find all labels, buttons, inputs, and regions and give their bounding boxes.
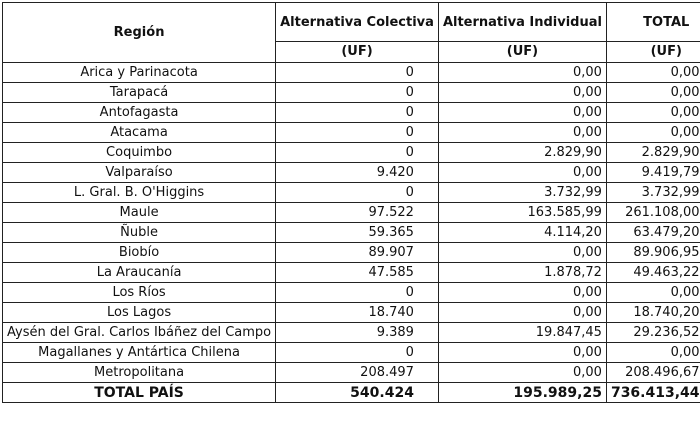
region-cell: La Araucanía <box>3 263 276 283</box>
table-row <box>3 303 700 323</box>
table-body <box>3 63 700 383</box>
header-row <box>3 3 700 42</box>
total-cell: 0,00 <box>606 123 700 143</box>
table-row <box>3 263 700 283</box>
colectiva-header: Alternativa Colectiva <box>276 3 439 42</box>
table-row <box>3 223 700 243</box>
table-row <box>3 323 700 343</box>
individual-unit: (UF) <box>438 42 606 63</box>
table-row <box>3 243 700 263</box>
total-cell: 9.419,79 <box>606 163 700 183</box>
total-colectiva: 540.424 <box>276 383 439 403</box>
region-cell: Los Lagos <box>3 303 276 323</box>
colectiva-cell: 89.907 <box>276 243 439 263</box>
total-cell: 261.108,00 <box>606 203 700 223</box>
total-cell: 208.496,67 <box>606 363 700 383</box>
colectiva-cell: 47.585 <box>276 263 439 283</box>
colectiva-cell: 18.740 <box>276 303 439 323</box>
total-total: 736.413,44 <box>606 383 700 403</box>
table-row <box>3 183 700 203</box>
individual-cell: 0,00 <box>438 243 606 263</box>
total-cell: 18.740,20 <box>606 303 700 323</box>
individual-cell: 3.732,99 <box>438 183 606 203</box>
region-cell: Ñuble <box>3 223 276 243</box>
region-cell: Coquimbo <box>3 143 276 163</box>
individual-cell: 2.829,90 <box>438 143 606 163</box>
total-unit: (UF) <box>606 42 700 63</box>
region-cell: Maule <box>3 203 276 223</box>
colectiva-cell: 0 <box>276 343 439 363</box>
individual-cell: 0,00 <box>438 303 606 323</box>
uf-by-region-table <box>2 2 700 403</box>
region-cell: L. Gral. B. O'Higgins <box>3 183 276 203</box>
region-cell: Valparaíso <box>3 163 276 183</box>
colectiva-cell: 0 <box>276 183 439 203</box>
colectiva-cell: 0 <box>276 63 439 83</box>
total-cell: 0,00 <box>606 83 700 103</box>
individual-cell: 0,00 <box>438 343 606 363</box>
table-row <box>3 283 700 303</box>
individual-cell: 0,00 <box>438 83 606 103</box>
colectiva-cell: 9.420 <box>276 163 439 183</box>
colectiva-unit: (UF) <box>276 42 439 63</box>
table-row <box>3 363 700 383</box>
region-cell: Atacama <box>3 123 276 143</box>
region-cell: Metropolitana <box>3 363 276 383</box>
region-cell: Antofagasta <box>3 103 276 123</box>
region-cell: Magallanes y Antártica Chilena <box>3 343 276 363</box>
colectiva-cell: 9.389 <box>276 323 439 343</box>
table-row <box>3 143 700 163</box>
total-cell: 3.732,99 <box>606 183 700 203</box>
total-individual: 195.989,25 <box>438 383 606 403</box>
colectiva-cell: 208.497 <box>276 363 439 383</box>
individual-cell: 0,00 <box>438 63 606 83</box>
total-cell: 0,00 <box>606 103 700 123</box>
individual-cell: 4.114,20 <box>438 223 606 243</box>
colectiva-cell: 0 <box>276 123 439 143</box>
total-cell: 0,00 <box>606 283 700 303</box>
table-row <box>3 123 700 143</box>
region-cell: Biobío <box>3 243 276 263</box>
total-cell: 0,00 <box>606 343 700 363</box>
individual-cell: 0,00 <box>438 363 606 383</box>
total-pais-label: TOTAL PAÍS <box>3 383 276 403</box>
total-cell: 2.829,90 <box>606 143 700 163</box>
region-cell: Aysén del Gral. Carlos Ibáñez del Campo <box>3 323 276 343</box>
individual-cell: 0,00 <box>438 103 606 123</box>
table-row <box>3 103 700 123</box>
document-page <box>2 2 700 403</box>
total-pais-row <box>3 383 700 403</box>
total-cell: 63.479,20 <box>606 223 700 243</box>
individual-cell: 19.847,45 <box>438 323 606 343</box>
individual-cell: 0,00 <box>438 283 606 303</box>
region-header: Región <box>3 3 276 63</box>
total-cell: 29.236,52 <box>606 323 700 343</box>
individual-cell: 0,00 <box>438 163 606 183</box>
total-header: TOTAL <box>606 3 700 42</box>
region-cell: Tarapacá <box>3 83 276 103</box>
total-cell: 0,00 <box>606 63 700 83</box>
colectiva-cell: 0 <box>276 143 439 163</box>
region-cell: Los Ríos <box>3 283 276 303</box>
colectiva-cell: 0 <box>276 83 439 103</box>
colectiva-cell: 0 <box>276 103 439 123</box>
total-cell: 89.906,95 <box>606 243 700 263</box>
individual-cell: 1.878,72 <box>438 263 606 283</box>
colectiva-cell: 59.365 <box>276 223 439 243</box>
individual-header: Alternativa Individual <box>438 3 606 42</box>
table-row <box>3 203 700 223</box>
colectiva-cell: 97.522 <box>276 203 439 223</box>
region-cell: Arica y Parinacota <box>3 63 276 83</box>
table-row <box>3 343 700 363</box>
table-row <box>3 63 700 83</box>
table-row <box>3 83 700 103</box>
colectiva-cell: 0 <box>276 283 439 303</box>
individual-cell: 0,00 <box>438 123 606 143</box>
table-row <box>3 163 700 183</box>
individual-cell: 163.585,99 <box>438 203 606 223</box>
total-cell: 49.463,22 <box>606 263 700 283</box>
